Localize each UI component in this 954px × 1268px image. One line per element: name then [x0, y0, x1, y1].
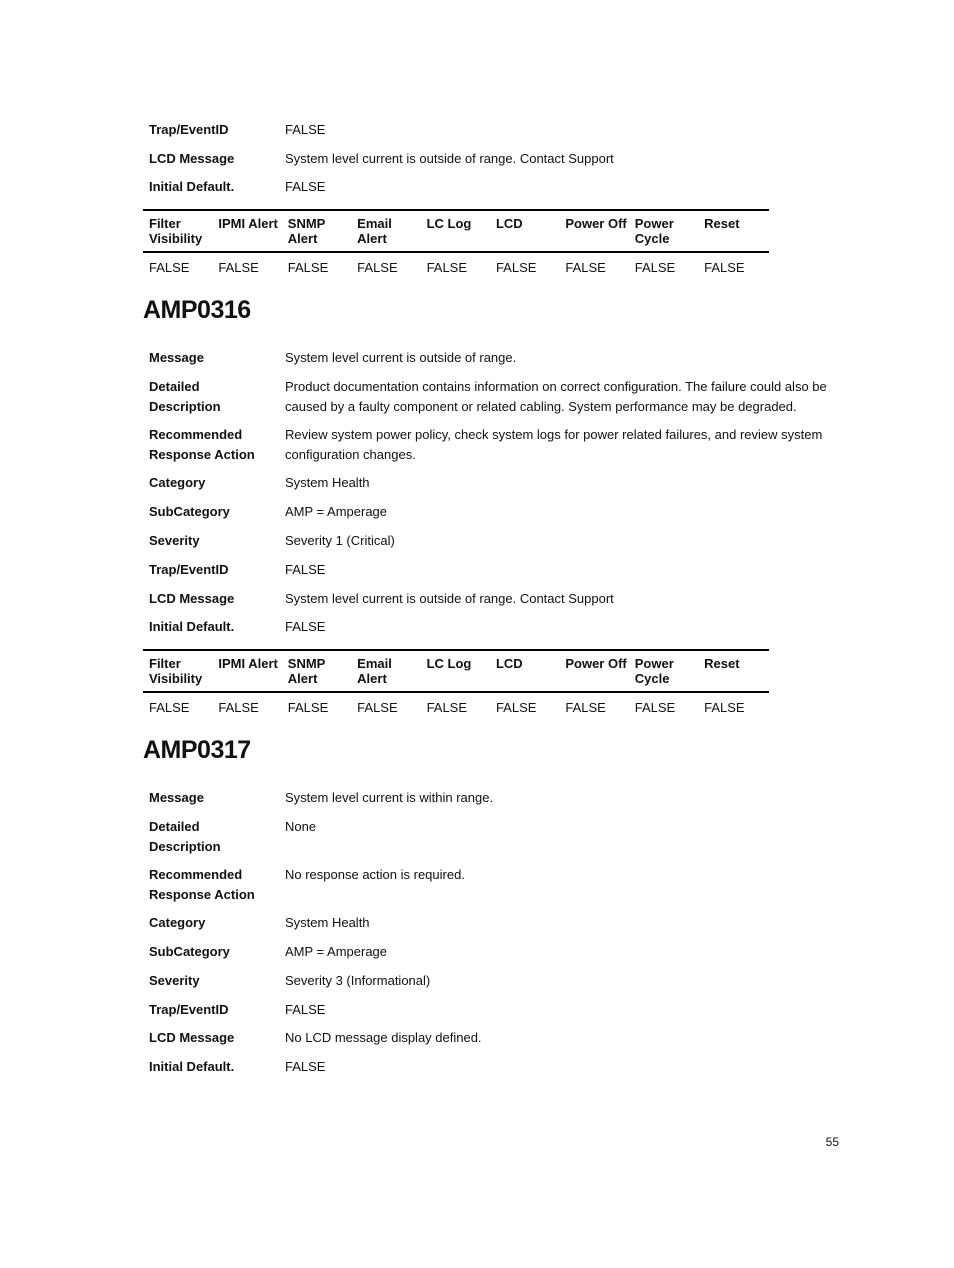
table-header [143, 211, 769, 253]
table-cell: FALSE [218, 700, 259, 715]
kv-value: FALSE [285, 1059, 326, 1074]
table-cell: FALSE [704, 700, 745, 715]
kv-value: None [285, 819, 317, 834]
kv-row [149, 865, 839, 904]
table-cell: FALSE [634, 700, 676, 715]
table-header-cell: Reset [704, 656, 740, 671]
table-header-cell: SNMP Alert [287, 216, 326, 246]
kv-row [149, 425, 839, 464]
kv-value: No LCD message display defined. [285, 1030, 482, 1045]
kv-row [149, 1028, 839, 1048]
table-cell: FALSE [287, 260, 329, 275]
kv-row [149, 913, 839, 933]
table-header-cell: IPMI Alert [218, 656, 278, 671]
kv-label: Message [149, 350, 204, 365]
section-title-amp0317: AMP0317 [143, 736, 251, 764]
table-header-cell: LC Log [426, 216, 472, 231]
table-header-cell: Power Cycle [634, 216, 674, 246]
table-header-cell: LCD [495, 216, 523, 231]
kv-row [149, 589, 839, 609]
table-cell: FALSE [149, 700, 190, 715]
kv-value: System Health [285, 475, 370, 490]
section-title-amp0316: AMP0316 [143, 296, 251, 324]
kv-label: SubCategory [149, 504, 230, 519]
kv-row [149, 377, 839, 416]
kv-value: FALSE [285, 179, 326, 194]
alert-table [143, 649, 769, 715]
kv-label: Trap/EventID [149, 562, 229, 577]
table-cell: FALSE [287, 700, 329, 715]
kv-label: Severity [149, 533, 200, 548]
kv-label: Severity [149, 973, 200, 988]
kv-value: Severity 3 (Informational) [285, 973, 431, 988]
kv-row [149, 788, 839, 808]
kv-value: System level current is outside of range. [285, 350, 517, 365]
kv-row [149, 473, 839, 493]
kv-label: Trap/EventID [149, 1002, 229, 1017]
table-cell: FALSE [634, 260, 676, 275]
table-cell: FALSE [495, 700, 537, 715]
alert-table [143, 209, 769, 275]
kv-row [149, 348, 839, 368]
kv-value: FALSE [285, 1002, 326, 1017]
kv-label: Trap/EventID [149, 122, 229, 137]
kv-label: Category [149, 915, 206, 930]
table-header-cell: Filter Visibility [149, 656, 203, 686]
kv-value: System Health [285, 915, 370, 930]
kv-label: Initial Default. [149, 1059, 235, 1074]
kv-row [149, 1000, 839, 1020]
kv-value: FALSE [285, 619, 326, 634]
kv-row [149, 971, 839, 991]
page-number: 55 [825, 1135, 839, 1149]
table-header [143, 651, 769, 693]
kv-value: AMP = Amperage [285, 504, 388, 519]
kv-label: Detailed Description [149, 819, 221, 854]
kv-label: Category [149, 475, 206, 490]
kv-value: No response action is required. [285, 867, 465, 882]
kv-row [149, 502, 839, 522]
kv-label: LCD Message [149, 1030, 235, 1045]
table-row [143, 253, 769, 275]
kv-label: Recommended Response Action [149, 867, 255, 902]
kv-row [149, 942, 839, 962]
kv-value: Review system power policy, check system logs for power related failures, and review system configuration changes. [285, 427, 823, 462]
table-cell: FALSE [704, 260, 745, 275]
kv-value: Product documentation contains information on correct configuration. The failure could also be caused by a faulty component or related cabling. System performance may be degraded. [285, 379, 827, 414]
kv-row [149, 817, 839, 856]
table-cell: FALSE [357, 700, 398, 715]
table-header-cell: Power Off [565, 656, 627, 671]
kv-value: Severity 1 (Critical) [285, 533, 395, 548]
table-cell: FALSE [149, 260, 190, 275]
kv-row [149, 617, 839, 637]
table-cell: FALSE [565, 700, 606, 715]
table-row [143, 693, 769, 715]
kv-label: Detailed Description [149, 379, 221, 414]
table-header-cell: Reset [704, 216, 740, 231]
table-cell: FALSE [218, 260, 259, 275]
table-header-cell: Power Off [565, 216, 627, 231]
kv-label: Initial Default. [149, 619, 235, 634]
table-header-cell: Email Alert [357, 656, 392, 686]
kv-value: System level current is outside of range. Contact Support [285, 591, 614, 606]
kv-value: FALSE [285, 122, 326, 137]
kv-value: AMP = Amperage [285, 944, 388, 959]
kv-value: System level current is outside of range. Contact Support [285, 151, 614, 166]
kv-row [149, 560, 839, 580]
table-header-cell: SNMP Alert [287, 656, 326, 686]
kv-label: Message [149, 790, 204, 805]
kv-row [149, 120, 839, 140]
table-header-cell: LCD [495, 656, 523, 671]
table-header-cell: IPMI Alert [218, 216, 278, 231]
kv-row [149, 149, 839, 169]
kv-row [149, 1057, 839, 1077]
kv-label: Recommended Response Action [149, 427, 255, 462]
kv-row [149, 177, 839, 197]
kv-label: SubCategory [149, 944, 230, 959]
table-header-cell: Email Alert [357, 216, 392, 246]
kv-label: LCD Message [149, 591, 235, 606]
table-cell: FALSE [426, 260, 468, 275]
kv-value: System level current is within range. [285, 790, 494, 805]
kv-value: FALSE [285, 562, 326, 577]
kv-row [149, 531, 839, 551]
kv-label: LCD Message [149, 151, 235, 166]
table-cell: FALSE [426, 700, 468, 715]
table-header-cell: Filter Visibility [149, 216, 203, 246]
table-header-cell: Power Cycle [634, 656, 674, 686]
table-cell: FALSE [495, 260, 537, 275]
table-cell: FALSE [565, 260, 606, 275]
table-cell: FALSE [357, 260, 398, 275]
table-header-cell: LC Log [426, 656, 472, 671]
kv-label: Initial Default. [149, 179, 235, 194]
